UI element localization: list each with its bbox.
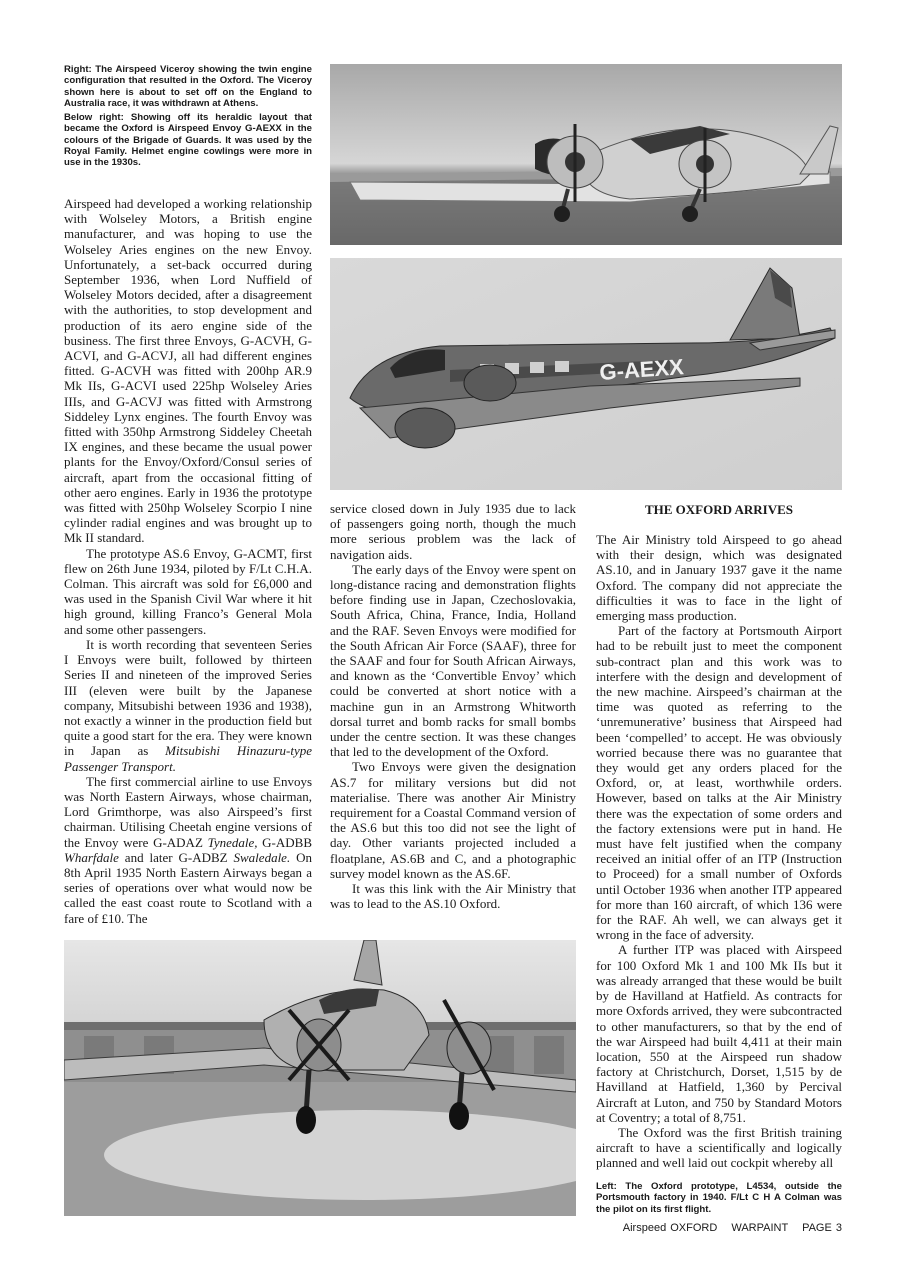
footer-title: Airspeed OXFORD [622,1222,718,1234]
paragraph: Airspeed had developed a working relationship with Wolseley Motors, a British engine manufacturer, and was hoping to use the Wolseley Aries engines on the new Envoy. Unfortunately, a set-back occurred during September 1936, when Lord Nuffield of Wolseley Motors decided, after a disagreement with the authorities, to stop development and production of its aero engine side of the business. The first three Envoys, G-ACVH, G-ACVI, and G-ACVJ, all had different engines fitted. G-ACVH was fitted with 200hp AR.9 Mk IIs, G-ACVI used 225hp Wolseley Aries IIIs, and G-ACVJ was fitted with Armstrong Siddeley Lynx engines. The fourth Envoy was fitted with 350hp Armstrong Siddeley Cheetah IX engines, and these became the usual power plants for the Envoy/Oxford/Consul series of aircraft, apart from the occasional fitting of other aero engines. Early in 1936 the prototype was fitted with 250hp Wolseley Scorpio I nine cylinder radial engines and was brought up to Mk II standard. [64,196,312,546]
paragraph: It was this link with the Air Ministry that was to lead to the AS.10 Oxford. [330,881,576,912]
section-heading: THE OXFORD ARRIVES [644,502,794,517]
paragraph: The first commercial airline to use Envoys was North Eastern Airways, whose chairman, Lord Grimthorpe, was also Airspeed’s first chairman. Utilising Cheetah engine versions of the Envoy were G-ADAZ Tynedale, G-ADBB Wharfdale and later G-ADBZ Swaledale. On 8th April 1935 North Eastern Airways began a series of operations over what would now be called the east coast route to Scotland with a fare of £10. The [64,773,313,926]
paragraph: Part of the factory at Portsmouth Airport had to be rebuilt just to meet the component sub-contract plan and this work was to interfere with the design and development of the new machine. Airspeed’s chairman at the time was quoted as referring to the ‘unremunerative’ business that Airspeed had been ‘compelled’ to accept. He was obviously worried because there was no guarantee that they would get any orders placed for the Oxford, or, at least, worthwhile orders. However, based on talks at the Air Ministry there was the expectation of some orders and the factory extensions were put in hand. He must have felt justified when the company received an initial offer of an ITP (Instruction to Proceed) for a small number of Oxfords until October 1936 when another ITP appeared for more than 160 aircraft, of which 136 were for the RAF. Ah well, we can always get it wrong in the face of adversity. [596,623,842,943]
text-column-3 [596,532,842,1171]
paragraph: Two Envoys were given the designation AS.7 for military versions but did not materialise. There was another Air Ministry requirement for a Coastal Command version of the AS.6 but this too did not see the light of day. Other variants projected included a floatplane, AS.6B and C, and a photographic survey model known as the AS.6F. [330,759,576,881]
page-number: PAGE 3 [802,1222,842,1234]
photo-oxford-prototype [64,940,576,1216]
paragraph: service closed down in July 1935 due to lack of passengers going north, though the much more serious problem was the lack of navigation aids. [330,501,576,562]
text-column-2 [330,501,576,911]
paragraph: The Air Ministry told Airspeed to go ahead with their design, which was designated AS.10, and in January 1937 gave it the name Oxford. The company did not appreciate the difficulties it was to face in the light of emerging mass production. [596,532,842,624]
caption-oxford-prototype: Left: The Oxford prototype, L4534, outside the Portsmouth factory in 1940. F/Lt C H A Colman was the pilot on its first flight. [596,1181,842,1215]
caption-viceroy: Right: The Airspeed Viceroy showing the twin engine configuration that resulted in the Oxford. The Viceroy shown here is about to set off on the England to Australia race, it was withdrawn at Athens. [64,64,312,109]
page-footer [623,1222,842,1234]
paragraph: It is worth recording that seventeen Series I Envoys were built, followed by thirteen Series II and nineteen of the improved Series III (eleven were built by the Japanese company, Mitsubishi between 1936 and 1938), not exactly a winner in the production field but quite a good start for the era. They were known in Japan as Mitsubishi Hinazuru-type Passenger Transport. [64,636,312,774]
photo-airspeed-viceroy [330,64,842,245]
text-column-1 [64,196,312,926]
envoy-registration: G-AEXX [598,354,685,385]
paragraph: The prototype AS.6 Envoy, G-ACMT, first flew on 26th June 1934, piloted by F/Lt C.H.A. Colman. This aircraft was sold for £6,000 and was used in the Spanish Civil War where it hit high ground, killing Franco’s General Mola and some other passengers. [64,545,312,637]
photo-airspeed-envoy [330,258,842,490]
paragraph: The early days of the Envoy were spent on long-distance racing and demonstration flights before finding use in Japan, Czechoslovakia, South Africa, China, France, India, Holland and the RAF. Seven Envoys were modified for the South African Air Force (SAAF), three for the SAAF and four for South African Airways, and known as the ‘Convertible Envoy’ which could be converted at short notice with a machine gun in an Armstrong Whitworth dorsal turret and bomb racks for small bombs under the centre section. It was these changes that led to the development of the Oxford. [330,561,576,760]
footer-series: WARPAINT [731,1222,788,1234]
caption-top-left [64,64,312,172]
paragraph: A further ITP was placed with Airspeed for 100 Oxford Mk 1 and 100 Mk IIs but it was already arranged that these would be built by de Havilland at Hatfield. As contracts for more Oxfords arrived, they were subcontracted to other manufacturers, so that by the end of the war Airspeed had built 4,411 at their main location, 550 at the Airspeed run shadow factory at Christchurch, Dorset, 1,515 by de Havilland at Hatfield, 1,360 by Percival Aircraft at Luton, and 750 by Standard Motors at Coventry; a total of 8,751. [596,942,842,1125]
caption-envoy: Below right: Showing off its heraldic layout that became the Oxford is Airspeed Envoy G-AEXX in the colours of the Brigade of Guards. It was used by the Royal Family. Helmet engine cowlings were more in use in the 1930s. [64,112,312,169]
paragraph: The Oxford was the first British training aircraft to have a scientifically and logically planned and well laid out cockpit whereby all [596,1124,842,1171]
